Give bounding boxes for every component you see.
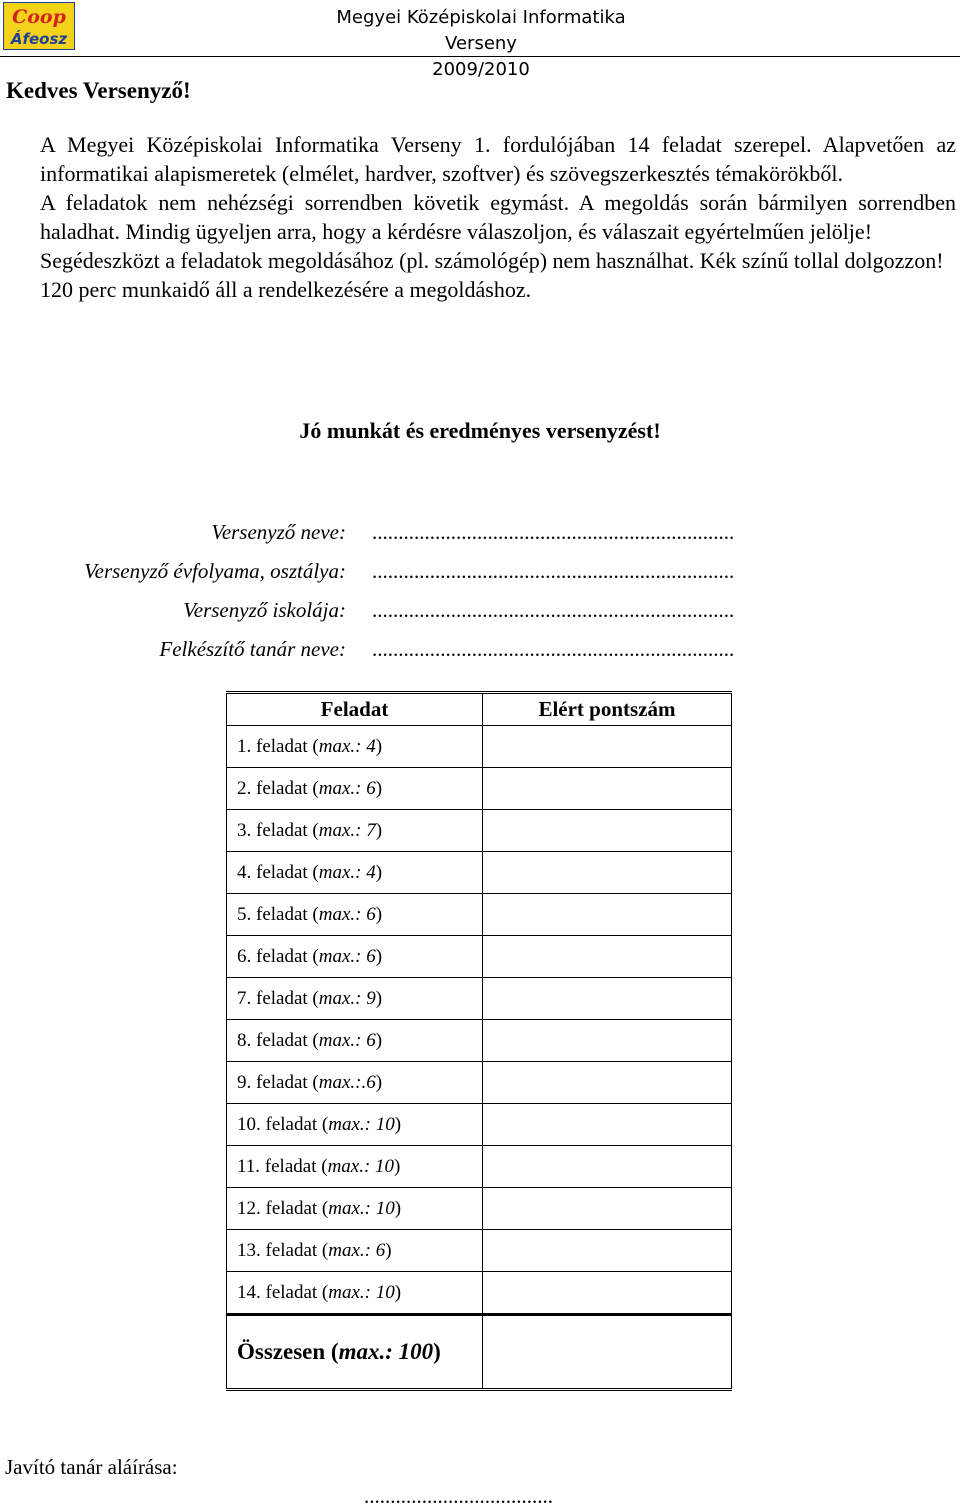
- task-max-points: max.: 6: [328, 1239, 386, 1261]
- points-cell[interactable]: [483, 894, 732, 936]
- task-max-points: max.:.6: [318, 1071, 376, 1093]
- form-label-school: Versenyző iskolája:: [183, 598, 346, 622]
- points-cell[interactable]: [483, 1230, 732, 1272]
- task-close-paren: ): [375, 777, 383, 799]
- signature-field[interactable]: ....................................: [364, 1484, 553, 1508]
- task-label: [227, 1062, 483, 1104]
- form-label-teacher: Felkészítő tanár neve:: [159, 637, 346, 661]
- task-label: [227, 810, 483, 852]
- table-row: [227, 726, 732, 768]
- task-label: [227, 1146, 483, 1188]
- instructions: [40, 130, 956, 304]
- form-field-grade[interactable]: .....................................................................: [372, 559, 735, 583]
- task-max-points: max.: 10: [328, 1113, 395, 1135]
- task-close-paren: ): [375, 987, 383, 1009]
- task-max-points: max.: 6: [318, 1029, 376, 1051]
- form-row-grade: [0, 559, 960, 598]
- table-row: [227, 768, 732, 810]
- table-row: [227, 1272, 732, 1315]
- task-close-paren: ): [394, 1155, 401, 1177]
- logo-afeosz-text: Áfeosz: [10, 30, 68, 48]
- points-cell[interactable]: [483, 1020, 732, 1062]
- task-number: 14. feladat (: [237, 1281, 329, 1303]
- header-title: [300, 5, 662, 83]
- task-max-points: max.: 7: [318, 819, 376, 841]
- form-row-school: [0, 598, 960, 637]
- task-number: 6. feladat (: [237, 945, 319, 967]
- points-cell[interactable]: [483, 978, 732, 1020]
- task-number: 8. feladat (: [237, 1029, 319, 1051]
- task-number: 3. feladat (: [237, 819, 319, 841]
- task-label: [227, 1188, 483, 1230]
- task-close-paren: ): [375, 861, 383, 883]
- table-row: [227, 852, 732, 894]
- header-title-line1: Megyei Középiskolai Informatika Verseny: [336, 7, 626, 54]
- form-field-teacher[interactable]: .....................................................................: [372, 637, 735, 661]
- header-points: Elért pontszám: [483, 693, 732, 726]
- task-close-paren: ): [394, 1197, 402, 1219]
- task-close-paren: ): [375, 819, 383, 841]
- task-label: [227, 1104, 483, 1146]
- points-cell[interactable]: [483, 1188, 732, 1230]
- score-table: [226, 691, 732, 1391]
- task-label: [227, 894, 483, 936]
- total-label: [227, 1315, 483, 1390]
- header-divider: [0, 56, 960, 57]
- task-close-paren: ): [375, 1071, 383, 1093]
- task-number: 1. feladat (: [237, 735, 319, 757]
- task-max-points: max.: 10: [327, 1155, 395, 1177]
- points-cell[interactable]: [483, 810, 732, 852]
- table-row: [227, 936, 732, 978]
- logo-coop-text: Coop: [12, 6, 66, 28]
- task-close-paren: ): [375, 903, 383, 925]
- task-max-points: max.: 100: [338, 1339, 434, 1364]
- task-close-paren: ): [385, 1239, 392, 1261]
- task-max-points: max.: 6: [318, 945, 376, 967]
- task-number: 9. feladat (: [237, 1071, 319, 1093]
- points-cell[interactable]: [483, 726, 732, 768]
- task-close-paren: ): [375, 1029, 383, 1051]
- task-number: 13. feladat (: [237, 1239, 329, 1261]
- task-label: [227, 936, 483, 978]
- task-max-points: max.: 10: [328, 1197, 395, 1219]
- task-close-paren: ): [433, 1339, 441, 1364]
- task-close-paren: ): [375, 735, 383, 757]
- form-field-name[interactable]: .....................................................................: [372, 520, 735, 544]
- total-row: [227, 1315, 732, 1390]
- task-label: [227, 1272, 483, 1315]
- task-label: [227, 768, 483, 810]
- task-number: 4. feladat (: [237, 861, 319, 883]
- form-label-grade: Versenyző évfolyama, osztálya:: [84, 559, 346, 583]
- task-number: 10. feladat (: [237, 1113, 329, 1135]
- task-label: [227, 978, 483, 1020]
- header-title-line2: 2009/2010: [432, 59, 530, 80]
- table-row: [227, 1104, 732, 1146]
- table-row: [227, 810, 732, 852]
- instruction-paragraph-2: A feladatok nem nehézségi sorrendben követik egymást. A megoldás során bármilyen sorrendben haladhat. Mindig ügyeljen arra, hogy a kérdésre válaszoljon, és válaszait egyértelműen jelölje!: [40, 190, 956, 244]
- contestant-form: [0, 520, 960, 676]
- table-row: [227, 1146, 732, 1188]
- table-row: [227, 1188, 732, 1230]
- table-header-row: [227, 693, 732, 726]
- task-number: 5. feladat (: [237, 903, 319, 925]
- points-cell[interactable]: [483, 768, 732, 810]
- task-number: Összesen (: [237, 1339, 339, 1364]
- points-cell[interactable]: [483, 852, 732, 894]
- form-label-name: Versenyző neve:: [211, 520, 346, 544]
- coop-afeosz-logo: [3, 2, 75, 50]
- instruction-paragraph-3: Segédeszközt a feladatok megoldásához (pl. számológép) nem használhat. Kék színű tollal dolgozzon!: [40, 248, 944, 273]
- points-cell[interactable]: [483, 1062, 732, 1104]
- task-max-points: max.: 6: [318, 777, 376, 799]
- table-row: [227, 1020, 732, 1062]
- task-max-points: max.: 6: [318, 903, 376, 925]
- table-row: [227, 1062, 732, 1104]
- points-cell[interactable]: [483, 1146, 732, 1188]
- task-max-points: max.: 4: [318, 861, 376, 883]
- task-close-paren: ): [394, 1113, 402, 1135]
- task-max-points: max.: 9: [318, 987, 376, 1009]
- points-cell[interactable]: [483, 1272, 732, 1315]
- form-field-school[interactable]: .....................................................................: [372, 598, 735, 622]
- task-number: 11. feladat (: [237, 1155, 328, 1177]
- signature-label: Javító tanár aláírása:: [5, 1455, 178, 1479]
- table-row: [227, 978, 732, 1020]
- task-label: [227, 726, 483, 768]
- task-max-points: max.: 10: [328, 1281, 395, 1303]
- table-row: [227, 1230, 732, 1272]
- instruction-paragraph-4: 120 perc munkaidő áll a rendelkezésére a megoldáshoz.: [40, 277, 532, 302]
- points-cell[interactable]: [483, 1104, 732, 1146]
- task-number: 12. feladat (: [237, 1197, 329, 1219]
- form-row-name: [0, 520, 960, 559]
- task-close-paren: ): [394, 1281, 402, 1303]
- points-cell[interactable]: [483, 936, 732, 978]
- slogan: Jó munkát és eredményes versenyzést!: [299, 418, 661, 443]
- total-points-cell[interactable]: [483, 1315, 732, 1390]
- instruction-paragraph-1: A Megyei Középiskolai Informatika Verseny 1. fordulójában 14 feladat szerepel. Alapvetően az informatikai alapismeretek (elmélet, hardver, szoftver) és szövegszerkesztés témakörökből.: [40, 132, 956, 186]
- task-label: [227, 1230, 483, 1272]
- form-row-teacher: [0, 637, 960, 676]
- task-number: 7. feladat (: [237, 987, 319, 1009]
- greeting: Kedves Versenyző!: [6, 78, 191, 103]
- task-max-points: max.: 4: [318, 735, 376, 757]
- table-row: [227, 894, 732, 936]
- task-label: [227, 852, 483, 894]
- task-close-paren: ): [375, 945, 383, 967]
- header-task: Feladat: [227, 693, 483, 726]
- task-label: [227, 1020, 483, 1062]
- task-number: 2. feladat (: [237, 777, 319, 799]
